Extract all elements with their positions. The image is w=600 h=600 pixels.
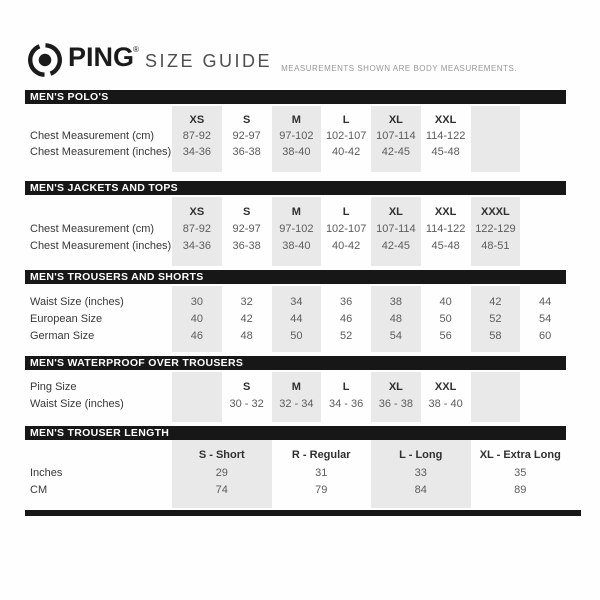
value-cell: 40-42 xyxy=(332,240,361,252)
value-cell: 36 xyxy=(340,296,353,308)
value-cell: 46 xyxy=(340,313,353,325)
size-header-cell: L - Long xyxy=(399,449,443,461)
value-cell: 36 - 38 xyxy=(378,398,413,410)
value-cell: 44 xyxy=(290,313,303,325)
value-cell: 36-38 xyxy=(232,146,261,158)
size-header-cell: XL xyxy=(388,114,403,126)
row-label: Chest Measurement (inches) xyxy=(30,146,172,158)
size-header-cell: XXL xyxy=(434,114,457,126)
value-cell: 48-51 xyxy=(481,240,510,252)
value-cell: 35 xyxy=(514,466,527,479)
mens-waterproof-over-trousers xyxy=(25,356,570,422)
value-cell: 97-102 xyxy=(279,223,314,235)
mens-jackets-and-tops xyxy=(25,181,570,266)
value-cell: 60 xyxy=(539,330,552,342)
page-title: SIZE GUIDE xyxy=(145,51,273,71)
table-row xyxy=(25,311,570,327)
value-cell: 102-107 xyxy=(325,130,367,142)
value-cell: 40 xyxy=(439,296,452,308)
value-cell: 48 xyxy=(389,313,402,325)
row-label: Inches xyxy=(30,466,63,479)
size-header-cell: S xyxy=(242,381,251,393)
value-cell: 102-107 xyxy=(325,223,367,235)
value-cell: 52 xyxy=(489,313,502,325)
value-cell: 40 xyxy=(190,313,203,325)
value-cell: 52 xyxy=(340,330,353,342)
section-title-bar: MEN'S POLO'S xyxy=(25,90,566,104)
size-header-row xyxy=(25,112,570,128)
bottom-rule xyxy=(25,510,581,516)
table-row xyxy=(25,482,570,498)
value-cell: 38-40 xyxy=(282,146,311,158)
size-header-cell: XL xyxy=(388,381,403,393)
value-cell: 34 - 36 xyxy=(329,398,364,410)
table-row xyxy=(25,465,570,481)
value-cell: 54 xyxy=(389,330,402,342)
value-cell: 50 xyxy=(439,313,452,325)
value-cell: 107-114 xyxy=(376,223,416,235)
mens-trousers-and-shorts xyxy=(25,270,570,352)
row-label: Waist Size (inches) xyxy=(30,296,124,308)
value-cell: 48 xyxy=(240,330,253,342)
row-label: German Size xyxy=(30,330,95,342)
size-header-cell: S - Short xyxy=(198,449,245,461)
size-header-row xyxy=(25,447,570,463)
section-title-bar: MEN'S TROUSERS AND SHORTS xyxy=(25,270,566,284)
ping-logo-icon xyxy=(26,41,64,79)
value-cell: 122-129 xyxy=(475,223,516,235)
row-label: European Size xyxy=(30,313,103,325)
value-cell: 92-97 xyxy=(232,130,261,142)
registered-trademark-icon: ® xyxy=(133,45,139,54)
value-cell: 29 xyxy=(215,466,228,479)
size-header-cell: L xyxy=(342,381,350,393)
value-cell: 84 xyxy=(414,483,427,496)
value-cell: 74 xyxy=(215,483,228,496)
section-title-bar: MEN'S WATERPROOF OVER TROUSERS xyxy=(25,356,566,370)
mens-trouser-length xyxy=(25,426,570,508)
table-row xyxy=(25,294,570,310)
value-cell: 114-122 xyxy=(425,130,466,142)
value-cell: 42 xyxy=(489,296,502,308)
table-row xyxy=(25,379,570,395)
size-header-cell: XS xyxy=(189,114,205,126)
value-cell: 32 - 34 xyxy=(279,398,314,410)
measurements-note: MEASUREMENTS SHOWN ARE BODY MEASUREMENTS. xyxy=(281,64,517,73)
value-cell: 34 xyxy=(290,296,303,308)
size-header-cell: XS xyxy=(189,206,205,218)
row-label: Chest Measurement (inches) xyxy=(30,240,172,252)
section-title-bar: MEN'S JACKETS AND TOPS xyxy=(25,181,566,195)
row-label: Chest Measurement (cm) xyxy=(30,130,155,142)
size-header-cell: M xyxy=(291,381,301,393)
value-cell: 38 - 40 xyxy=(428,398,463,410)
size-header-cell: XXXL xyxy=(481,206,510,218)
size-header-cell: XL xyxy=(388,206,403,218)
brand-name: PING xyxy=(68,42,135,72)
value-cell: 92-97 xyxy=(232,223,261,235)
table-row xyxy=(25,221,570,237)
value-cell: 42 xyxy=(240,313,253,325)
size-header-cell: L xyxy=(342,114,350,126)
size-header-cell: S xyxy=(242,114,251,126)
value-cell: 89 xyxy=(514,483,527,496)
value-cell: 46 xyxy=(190,330,203,342)
row-label: Ping Size xyxy=(30,381,77,393)
value-cell: 97-102 xyxy=(279,130,314,142)
value-cell: 42-45 xyxy=(381,146,410,158)
value-cell: 107-114 xyxy=(376,130,416,142)
value-cell: 50 xyxy=(290,330,303,342)
value-cell: 36-38 xyxy=(232,240,261,252)
size-header-cell: S xyxy=(242,206,251,218)
value-cell: 56 xyxy=(439,330,452,342)
value-cell: 87-92 xyxy=(182,223,211,235)
table-row xyxy=(25,328,570,344)
value-cell: 34-36 xyxy=(182,146,211,158)
value-cell: 58 xyxy=(489,330,502,342)
table-row xyxy=(25,128,570,144)
table-row xyxy=(25,396,570,412)
size-header-cell: M xyxy=(291,114,301,126)
value-cell: 79 xyxy=(315,483,328,496)
value-cell: 38 xyxy=(389,296,402,308)
size-header-cell: M xyxy=(291,206,301,218)
row-label: CM xyxy=(30,483,48,496)
size-header-cell: R - Regular xyxy=(291,449,351,461)
table-row xyxy=(25,144,570,160)
value-cell: 54 xyxy=(539,313,552,325)
row-label: Chest Measurement (cm) xyxy=(30,223,155,235)
value-cell: 34-36 xyxy=(182,240,211,252)
value-cell: 45-48 xyxy=(431,146,460,158)
value-cell: 44 xyxy=(539,296,552,308)
value-cell: 30 xyxy=(190,296,203,308)
value-cell: 42-45 xyxy=(381,240,410,252)
size-header-cell: XL - Extra Long xyxy=(479,449,561,461)
value-cell: 31 xyxy=(315,466,328,479)
value-cell: 32 xyxy=(240,296,253,308)
value-cell: 33 xyxy=(414,466,427,479)
value-cell: 114-122 xyxy=(425,223,466,235)
value-cell: 87-92 xyxy=(182,130,211,142)
size-header-row xyxy=(25,204,570,220)
size-header-cell: XXL xyxy=(434,206,457,218)
value-cell: 38-40 xyxy=(282,240,311,252)
section-title-bar: MEN'S TROUSER LENGTH xyxy=(25,426,566,440)
size-header-cell: L xyxy=(342,206,350,218)
value-cell: 30 - 32 xyxy=(229,398,264,410)
value-cell: 40-42 xyxy=(332,146,361,158)
row-label: Waist Size (inches) xyxy=(30,398,124,410)
table-row xyxy=(25,238,570,254)
value-cell: 45-48 xyxy=(431,240,460,252)
size-header-cell: XXL xyxy=(434,381,457,393)
mens-polos xyxy=(25,90,570,172)
